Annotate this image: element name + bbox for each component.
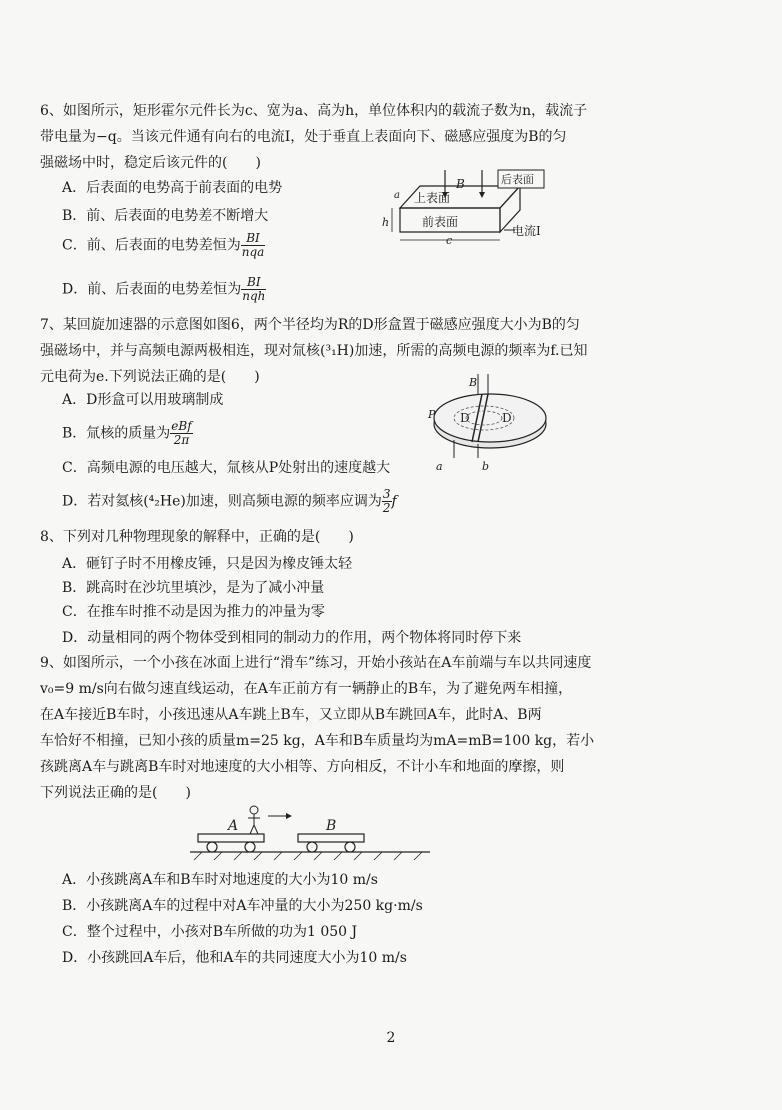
question-8-stem — [40, 524, 760, 550]
q9-line-2: v₀=9 m/s向右做匀速直线运动，在A车正前方有一辆静止的B车，为了避免两车相撞， — [40, 681, 573, 697]
q7-line-1: 7、某回旋加速器的示意图如图6，两个半径均为R的D形盒置于磁感应强度大小为B的匀 — [40, 317, 580, 333]
q9-line-5: 孩跳离A车与跳离B车时对地速度的大小相等、方向相反，不计小车和地面的摩擦，则 — [40, 759, 565, 775]
q8-option-a: A．砸钉子时不用橡皮锤，只是因为橡皮锤太轻 — [62, 556, 353, 572]
q6-option-c-fraction — [241, 232, 266, 259]
q9-line-6: 下列说法正确的是( ) — [40, 785, 191, 801]
q7-option-b-text: B．氚核的质量为 — [62, 425, 171, 442]
label-current: 电流I — [512, 224, 541, 238]
q7-option-d-suffix: f — [391, 493, 397, 510]
q8-line-1: 8、下列对几种物理现象的解释中，正确的是( ) — [40, 529, 354, 545]
label-back-face: 后表面 — [501, 173, 534, 186]
question-9-stem — [40, 650, 760, 806]
label-p: P — [428, 408, 436, 421]
q6-line-3: 强磁场中时，稳定后该元件的( ) — [40, 155, 261, 171]
q7-line-3: 元电荷为e.下列说法正确的是( ) — [40, 369, 260, 385]
q6-option-b: B．前、后表面的电势差不断增大 — [62, 208, 269, 224]
label-d-left: D — [460, 411, 470, 425]
page-number: 2 — [386, 1030, 396, 1046]
q6-option-c-text: C．前、后表面的电势差恒为 — [62, 237, 241, 254]
q7-option-b-fraction — [170, 420, 192, 447]
label-cart-a: A — [228, 818, 239, 834]
q7-option-d — [62, 488, 397, 515]
carts-figure — [190, 800, 440, 864]
label-b: B — [456, 177, 465, 191]
q9-line-4: 车恰好不相撞，已知小孩的质量m=25 kg，A车和B车质量均为mA=mB=100 kg，若小 — [40, 733, 595, 749]
fraction-denominator: nqa — [241, 245, 265, 259]
fraction-numerator: eBf — [171, 419, 192, 433]
q6-option-d — [62, 276, 266, 303]
cart-a-wheel — [245, 842, 255, 852]
q9-option-a: A．小孩跳离A车和B车时对地速度的大小为10 m/s — [62, 872, 378, 888]
q7-option-c: C．高频电源的电压越大，氚核从P处射出的速度越大 — [62, 460, 391, 476]
q7-option-d-fraction — [382, 488, 392, 515]
q7-line-2: 强磁场中，并与高频电源两极相连，现对氚核(³₁H)加速，所需的高频电源的频率为f.已知 — [40, 343, 588, 359]
hall-element-figure — [370, 168, 570, 268]
q7-option-d-text: D．若对氦核(⁴₂He)加速，则高频电源的频率应调为 — [62, 493, 382, 510]
label-a: a — [394, 190, 400, 201]
q8-option-b: B．跳高时在沙坑里填沙，是为了减小冲量 — [62, 580, 325, 596]
q6-option-a: A．后表面的电势高于前表面的电势 — [62, 180, 283, 196]
q8-option-d: D．动量相同的两个物体受到相同的制动力的作用，两个物体将同时停下来 — [62, 630, 522, 646]
q9-option-c: C．整个过程中，小孩对B车所做的功为1 050 J — [62, 924, 358, 940]
label-b: B — [469, 376, 478, 389]
q6-option-d-text: D．前、后表面的电势差恒为 — [62, 281, 242, 298]
q6-option-c — [62, 232, 265, 259]
arrowhead — [479, 192, 485, 198]
q6-option-d-fraction — [241, 276, 266, 303]
label-front-face: 前表面 — [422, 215, 459, 229]
label-top-face: 上表面 — [414, 191, 451, 205]
q9-line-3: 在A车接近B车时，小孩迅速从A车跳上B车，又立即从B车跳回A车，此时A、B两 — [40, 707, 542, 723]
d-box-top — [434, 394, 546, 442]
fraction-denominator: 2 — [382, 501, 391, 515]
question-7-stem — [40, 312, 760, 390]
cart-b-body — [298, 834, 364, 842]
label-b-terminal: b — [482, 460, 490, 473]
cyclotron-figure — [420, 372, 560, 478]
cart-b-wheel — [307, 842, 317, 852]
fraction-numerator: BI — [241, 232, 266, 246]
question-6-stem — [40, 98, 760, 176]
q7-option-a: A．D形盒可以用玻璃制成 — [62, 392, 224, 408]
fraction-denominator: nqh — [242, 289, 266, 303]
q9-line-1: 9、如图所示，一个小孩在冰面上进行“滑车”练习，开始小孩站在A车前端与车以共同速度 — [40, 655, 592, 671]
q8-option-c: C．在推车时推不动是因为推力的冲量为零 — [62, 604, 325, 620]
fraction-numerator: 3 — [382, 487, 391, 501]
cart-b-wheel — [345, 842, 355, 852]
q6-line-1: 6、如图所示，矩形霍尔元件长为c、宽为a、高为h，单位体积内的载流子数为n，载流子 — [40, 103, 588, 119]
cart-a-wheel — [207, 842, 217, 852]
q6-line-2: 带电量为−q。当该元件通有向右的电流I，处于垂直上表面向下、磁感应强度为B的匀 — [40, 129, 567, 145]
q9-option-b: B．小孩跳离A车的过程中对A车冲量的大小为250 kg·m/s — [62, 898, 423, 914]
label-cart-b: B — [326, 818, 337, 834]
label-h: h — [382, 216, 390, 229]
q9-option-d: D．小孩跳回A车后，他和A车的共同速度大小为10 m/s — [62, 950, 407, 966]
fraction-denominator: 2π — [173, 433, 190, 447]
child-figure — [248, 806, 260, 834]
label-c: c — [446, 234, 453, 247]
label-d-right: D — [502, 411, 512, 425]
arrowhead — [286, 813, 292, 819]
cart-a-body — [198, 834, 264, 842]
q7-option-b — [62, 420, 193, 447]
ground-hatching — [194, 852, 422, 860]
fraction-numerator: BI — [241, 276, 266, 290]
label-a: a — [436, 460, 443, 473]
